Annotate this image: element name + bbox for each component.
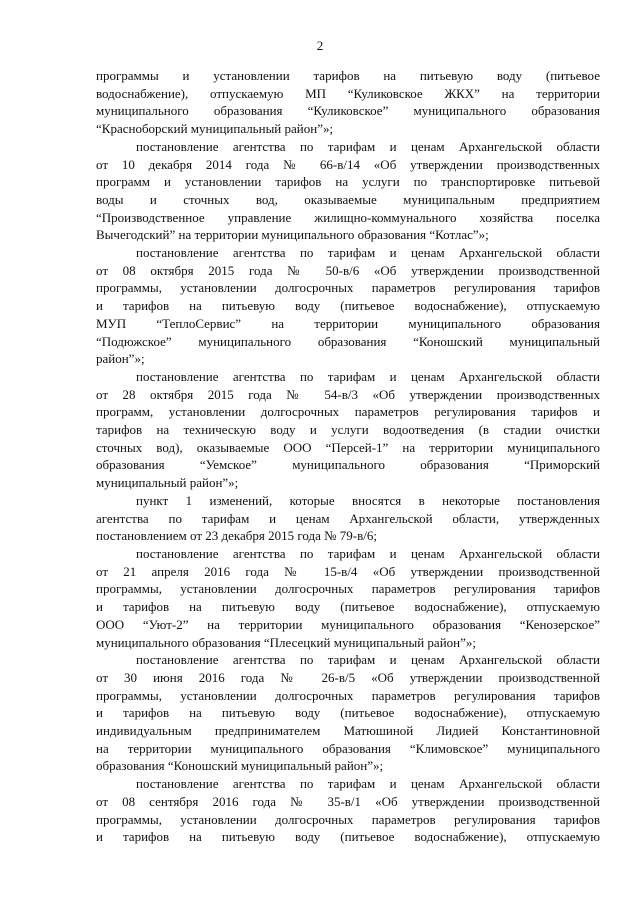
paragraph-7 [96, 651, 600, 775]
text-line: “Подюжское” муниципального образования “Коношский муниципальный [96, 333, 600, 349]
text-line: и тарифов на питьевую воду (питьевое водоснабжение), отпускаемую [96, 298, 600, 314]
text-line: МУП “ТеплоСервис” на территории муниципального образования [96, 315, 600, 331]
text-line: и тарифов на питьевую воду (питьевое водоснабжение), отпускаемую [96, 829, 600, 845]
text-line: постановление агентства по тарифам и ценам Архангельской области [136, 776, 600, 792]
text-line: постановление агентства по тарифам и ценам Архангельской области [136, 545, 600, 561]
text-line: программы, установлении долгосрочных параметров регулирования тарифов [96, 280, 600, 296]
text-line: образования “Уемское” муниципального образования “Приморский [96, 457, 600, 473]
text-line: постановление агентства по тарифам и ценам Архангельской области [136, 368, 600, 384]
text-line: Вычегодский” на территории муниципального образования “Котлас”»; [96, 227, 489, 243]
text-line: “Производственное управление жилищно-коммунального хозяйства поселка [96, 209, 600, 225]
text-line: постановление агентства по тарифам и ценам Архангельской области [136, 652, 600, 668]
paragraph-5 [96, 492, 600, 545]
text-line: воды и сточных вод, оказываемые муниципальным предприятием [96, 191, 600, 207]
text-line: образования “Коношский муниципальный район”»; [96, 758, 384, 774]
paragraph-3 [96, 244, 600, 368]
text-line: муниципального образования “Куликовское” муниципального образования [96, 103, 600, 119]
text-line: от 10 декабря 2014 года № 66-в/14 «Об утверждении производственных [96, 156, 600, 172]
text-line: индивидуальным предпринимателем Матюшиной Лидией Константиновной [96, 723, 600, 739]
text-line: и тарифов на питьевую воду (питьевое водоснабжение), отпускаемую [96, 705, 600, 721]
paragraph-4 [96, 368, 600, 492]
text-line: муниципальный район”»; [96, 475, 239, 491]
text-line: от 21 апреля 2016 года № 15-в/4 «Об утверждении производственной [96, 563, 600, 579]
text-line: от 30 июня 2016 года № 26-в/5 «Об утверждении производственной [96, 669, 600, 685]
text-line: сточных вод), оказываемые ООО “Персей-1” на территории муниципального [96, 439, 600, 455]
text-line: на территории муниципального образования “Климовское” муниципального [96, 740, 600, 756]
text-line: район”»; [96, 351, 145, 367]
text-line: ООО “Уют-2” на территории муниципального образования “Кенозерское” [96, 616, 600, 632]
paragraph-6 [96, 545, 600, 651]
text-line: тарифов на техническую воду и услуги водоотведения (в стадии очистки [96, 422, 600, 438]
text-line: водоснабжение), отпускаемую МП “Куликовское ЖКХ” на территории [96, 85, 600, 101]
paragraph-8 [96, 775, 600, 846]
paragraph-2 [96, 138, 600, 244]
text-line: пункт 1 изменений, которые вносятся в некоторые постановления [136, 492, 600, 508]
text-line: постановление агентства по тарифам и ценам Архангельской области [136, 245, 600, 261]
text-line: от 28 октября 2015 года № 54-в/3 «Об утверждении производственных [96, 386, 600, 402]
text-line: агентства по тарифам и ценам Архангельской области, утвержденных [96, 510, 600, 526]
text-line: от 08 сентября 2016 года № 35-в/1 «Об утверждении производственной [96, 793, 600, 809]
text-line: программы, установлении долгосрочных параметров регулирования тарифов [96, 811, 600, 827]
text-line: и тарифов на питьевую воду (питьевое водоснабжение), отпускаемую [96, 599, 600, 615]
text-line: муниципального образования “Плесецкий муниципальный район”»; [96, 634, 477, 650]
text-line: программ, установлении долгосрочных параметров регулирования тарифов и [96, 404, 600, 420]
text-line: программы и установлении тарифов на питьевую воду (питьевое [96, 68, 600, 83]
paragraph-1 [96, 67, 600, 138]
text-line: от 08 октября 2015 года № 50-в/6 «Об утверждении производственной [96, 262, 600, 278]
text-line: постановлением от 23 декабря 2015 года № 79-в/6; [96, 528, 377, 544]
text-line: программы, установлении долгосрочных параметров регулирования тарифов [96, 687, 600, 703]
text-line: постановление агентства по тарифам и ценам Архангельской области [136, 138, 600, 154]
text-line: программы, установлении долгосрочных параметров регулирования тарифов [96, 581, 600, 597]
page-number: 2 [316, 38, 324, 53]
document-body [96, 67, 600, 846]
text-line: программ и установлении тарифов на услуги по транспортировке питьевой [96, 174, 600, 190]
text-line: “Красноборский муниципальный район”»; [96, 121, 334, 137]
